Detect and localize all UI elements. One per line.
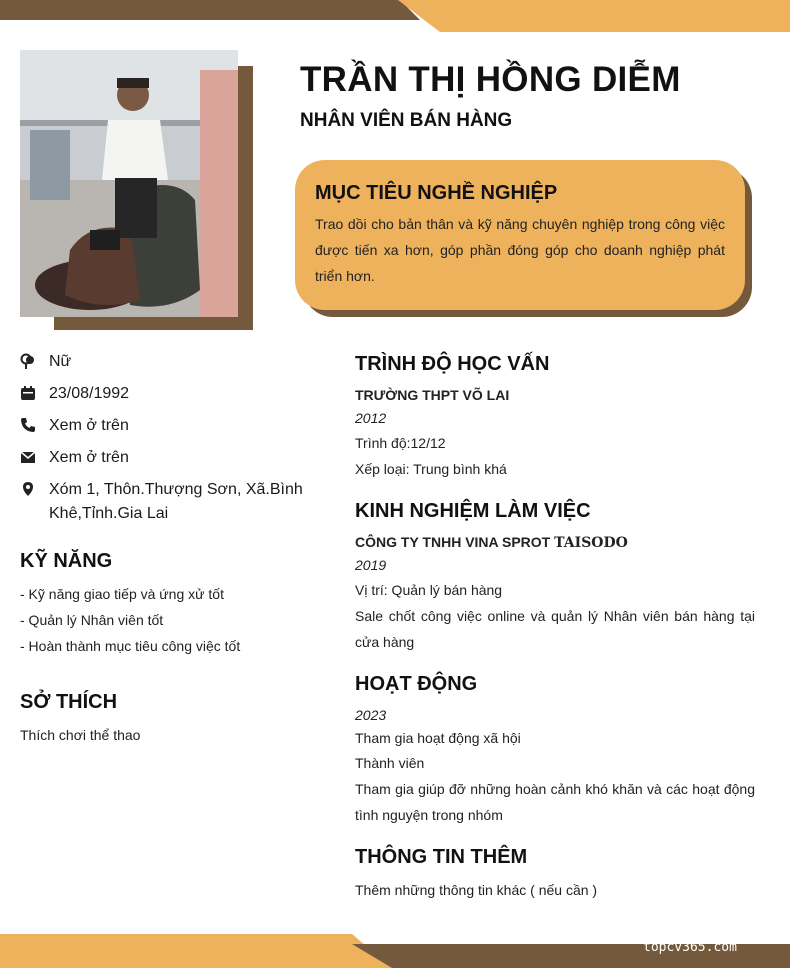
education-year: 2012 xyxy=(355,410,387,426)
objective-text: Trao dồi cho bản thân và kỹ năng chuyên nghiệp trong công việc được tiến xa hơn, góp phần đóng góp cho doanh nghiệp phát triển hơn. xyxy=(315,216,725,284)
education-grade: Xếp loại: Trung bình khá xyxy=(355,461,507,477)
phone-icon xyxy=(20,414,49,441)
experience-company-brand: TAISODO xyxy=(554,535,628,551)
candidate-name: TRẦN THỊ HỒNG DIỄM xyxy=(300,60,681,99)
contact-email xyxy=(20,446,310,473)
objective-title: MỤC TIÊU NGHỀ NGHIỆP xyxy=(315,182,558,204)
experience-position: Vị trí: Quản lý bán hàng xyxy=(355,582,503,598)
education-level: Trình độ:12/12 xyxy=(355,435,446,451)
experience-description: Sale chốt công việc online và quản lý Nhân viên bán hàng tại cửa hàng xyxy=(355,608,755,650)
activities-name: Tham gia hoạt động xã hội xyxy=(355,730,521,746)
email-value: Xem ở trên xyxy=(49,449,129,466)
contact-address xyxy=(20,478,310,526)
experience-title: KINH NGHIỆM LÀM VIỆC xyxy=(355,500,591,522)
phone-value: Xem ở trên xyxy=(49,417,129,434)
experience-company-name: CÔNG TY TNHH VINA SPROT xyxy=(355,534,551,550)
education-school: TRƯỜNG THPT VÕ LAI xyxy=(355,387,510,403)
skills-title: KỸ NĂNG xyxy=(20,550,113,572)
watermark: topcv365.com xyxy=(643,940,737,955)
gender-icon xyxy=(20,350,49,377)
skill-item: - Quản lý Nhân viên tốt xyxy=(20,612,164,628)
skill-item: - Kỹ năng giao tiếp và ứng xử tốt xyxy=(20,586,224,602)
objective-box xyxy=(295,160,745,310)
education-title: TRÌNH ĐỘ HỌC VẤN xyxy=(355,353,550,375)
birthday-value: 23/08/1992 xyxy=(49,385,130,402)
experience-year: 2019 xyxy=(355,557,387,573)
hobbies-text: Thích chơi thể thao xyxy=(20,727,141,743)
activities-year: 2023 xyxy=(355,707,387,723)
top-decorative-bar xyxy=(0,0,790,32)
gender-value: Nữ xyxy=(49,353,72,370)
envelope-icon xyxy=(20,446,49,473)
contact-gender xyxy=(20,350,310,377)
activities-title: HOẠT ĐỘNG xyxy=(355,673,478,695)
map-pin-icon xyxy=(20,478,49,526)
hobbies-title: SỞ THÍCH xyxy=(20,691,118,713)
activities-role: Thành viên xyxy=(355,755,425,771)
profile-photo xyxy=(20,50,238,317)
job-title: NHÂN VIÊN BÁN HÀNG xyxy=(300,110,513,131)
skill-item: - Hoàn thành mục tiêu công việc tốt xyxy=(20,638,241,654)
address-value: Xóm 1, Thôn.Thượng Sơn, Xã.Bình Khê,Tỉnh.Gia Lai xyxy=(49,481,303,522)
calendar-icon xyxy=(20,382,49,409)
additional-title: THÔNG TIN THÊM xyxy=(355,846,528,868)
experience-company xyxy=(355,534,628,551)
contact-phone xyxy=(20,414,310,441)
additional-text: Thêm những thông tin khác ( nếu cần ) xyxy=(355,882,598,898)
contact-birthday xyxy=(20,382,310,409)
activities-description: Tham gia giúp đỡ những hoàn cảnh khó khăn và các hoạt động tình nguyện trong nhóm xyxy=(355,781,755,823)
